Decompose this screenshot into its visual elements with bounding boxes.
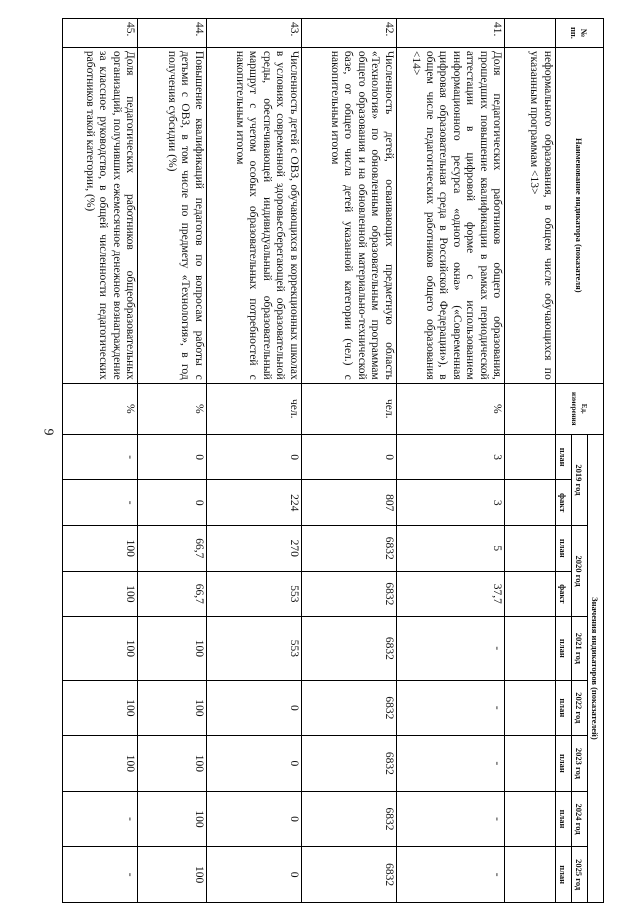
row-unit: % <box>396 383 504 434</box>
header-unit: Ед. измерения <box>556 383 604 434</box>
page-number: 9 <box>40 428 56 436</box>
row-value: - <box>63 434 138 480</box>
row-value: 100 <box>63 680 138 736</box>
table-row <box>301 19 396 903</box>
row-value: 100 <box>63 526 138 572</box>
header-year-2021: 2021 год <box>572 617 588 680</box>
row-value: 6832 <box>301 680 396 736</box>
header-plan: план <box>556 526 572 572</box>
row-value: 100 <box>63 571 138 617</box>
indicators-table <box>62 18 604 903</box>
row-value: - <box>396 847 504 903</box>
row-value <box>505 736 556 792</box>
table-row <box>396 19 504 903</box>
header-year-2020: 2020 год <box>572 526 588 617</box>
header-year-2025: 2025 год <box>572 847 588 903</box>
header-plan: план <box>556 791 572 847</box>
row-num: 41. <box>396 19 504 48</box>
row-value: 3 <box>396 480 504 526</box>
row-value: 0 <box>206 847 301 903</box>
row-value: - <box>63 791 138 847</box>
row-value: 270 <box>206 526 301 572</box>
header-year-2019: 2019 год <box>572 434 588 525</box>
table-row <box>138 19 207 903</box>
row-num <box>505 19 556 48</box>
row-value: 0 <box>138 480 207 526</box>
row-unit <box>505 383 556 434</box>
header-fact: факт <box>556 571 572 617</box>
header-name: Наименование индикатора (показателя) <box>556 47 604 383</box>
row-num: 45. <box>63 19 138 48</box>
row-value: 6832 <box>301 847 396 903</box>
rotated-page <box>62 18 604 903</box>
row-value: 553 <box>206 617 301 680</box>
header-values: Значения индикаторов (показателей) <box>588 434 604 902</box>
row-value <box>505 791 556 847</box>
row-value: 807 <box>301 480 396 526</box>
row-value <box>505 434 556 480</box>
row-name: неформального образования, в общем числе обучающихся по указанным программам <13> <box>505 47 556 383</box>
row-value: 100 <box>63 617 138 680</box>
row-value <box>505 571 556 617</box>
row-value: 6832 <box>301 617 396 680</box>
row-value: 6832 <box>301 736 396 792</box>
row-value <box>505 480 556 526</box>
header-plan: план <box>556 617 572 680</box>
row-value: 6832 <box>301 571 396 617</box>
row-unit: чел. <box>301 383 396 434</box>
row-value <box>505 526 556 572</box>
row-name: Доля педагогических работников общеобразовательных организаций, получивших ежемесячное денежное вознаграждение за классное руководство, в общей численности педагогических работников такой категории, (%) <box>63 47 138 383</box>
row-num: 42. <box>301 19 396 48</box>
row-value: 100 <box>138 736 207 792</box>
row-unit: чел. <box>206 383 301 434</box>
row-value: 100 <box>138 847 207 903</box>
row-value: 66,7 <box>138 571 207 617</box>
row-value: 3 <box>396 434 504 480</box>
row-value: 100 <box>138 617 207 680</box>
row-unit: % <box>138 383 207 434</box>
row-value: 0 <box>206 736 301 792</box>
row-value: 100 <box>138 791 207 847</box>
header-plan: план <box>556 736 572 792</box>
header-num: № пп. <box>556 19 604 48</box>
table-row <box>505 19 556 903</box>
row-value: - <box>396 791 504 847</box>
header-year-2023: 2023 год <box>572 736 588 792</box>
row-value: - <box>63 480 138 526</box>
row-value: 0 <box>206 680 301 736</box>
row-name: Численность детей, осваивающих предметную область «Технология» по обновленным образовательным программам общего образования и на обновленной материально-технической базе, от общего числа детей указанной категории (чел.) с накопительным итогом <box>301 47 396 383</box>
row-num: 44. <box>138 19 207 48</box>
row-value: 100 <box>63 736 138 792</box>
row-value: - <box>396 736 504 792</box>
row-value: - <box>396 617 504 680</box>
table-row <box>206 19 301 903</box>
row-value: - <box>63 847 138 903</box>
row-value: 5 <box>396 526 504 572</box>
table-row <box>63 19 138 903</box>
row-name: Численность детей с ОВЗ, обучающихся в коррекционных школах в условиях современной здоровьесберегающей образовательной среды, обеспечивающей индивидуальный образовательный маршрут с учетом особых образовательных потребностей с накопительным итогом <box>206 47 301 383</box>
row-unit: % <box>63 383 138 434</box>
header-year-2022: 2022 год <box>572 680 588 736</box>
row-num: 43. <box>206 19 301 48</box>
row-value: 0 <box>206 434 301 480</box>
row-value: 37,7 <box>396 571 504 617</box>
row-value <box>505 847 556 903</box>
header-fact: факт <box>556 480 572 526</box>
row-value: 100 <box>138 680 207 736</box>
row-value: 6832 <box>301 526 396 572</box>
row-value: 553 <box>206 571 301 617</box>
header-plan: план <box>556 847 572 903</box>
row-value: 66,7 <box>138 526 207 572</box>
row-value: 6832 <box>301 791 396 847</box>
row-value: 0 <box>301 434 396 480</box>
row-value: - <box>396 680 504 736</box>
header-plan: план <box>556 434 572 480</box>
row-name: Повышение квалификаций педагогов по вопросам работы с детьми с ОВЗ, в том числе по предмету «Технология», в год получения субсидии (%) <box>138 47 207 383</box>
row-value: 0 <box>138 434 207 480</box>
row-name: Доля педагогических работников общего образования, прошедших повышение квалификации в рамках периодической аттестации в цифровой форме с использованием информационного ресурса «одного окна» («Современная цифровая образовательная среда в Российской Федерации»), в общем числе педагогических работников общего образования <14> <box>396 47 504 383</box>
row-value <box>505 680 556 736</box>
row-value: 0 <box>206 791 301 847</box>
row-value <box>505 617 556 680</box>
header-year-2024: 2024 год <box>572 791 588 847</box>
header-plan: план <box>556 680 572 736</box>
row-value: 224 <box>206 480 301 526</box>
